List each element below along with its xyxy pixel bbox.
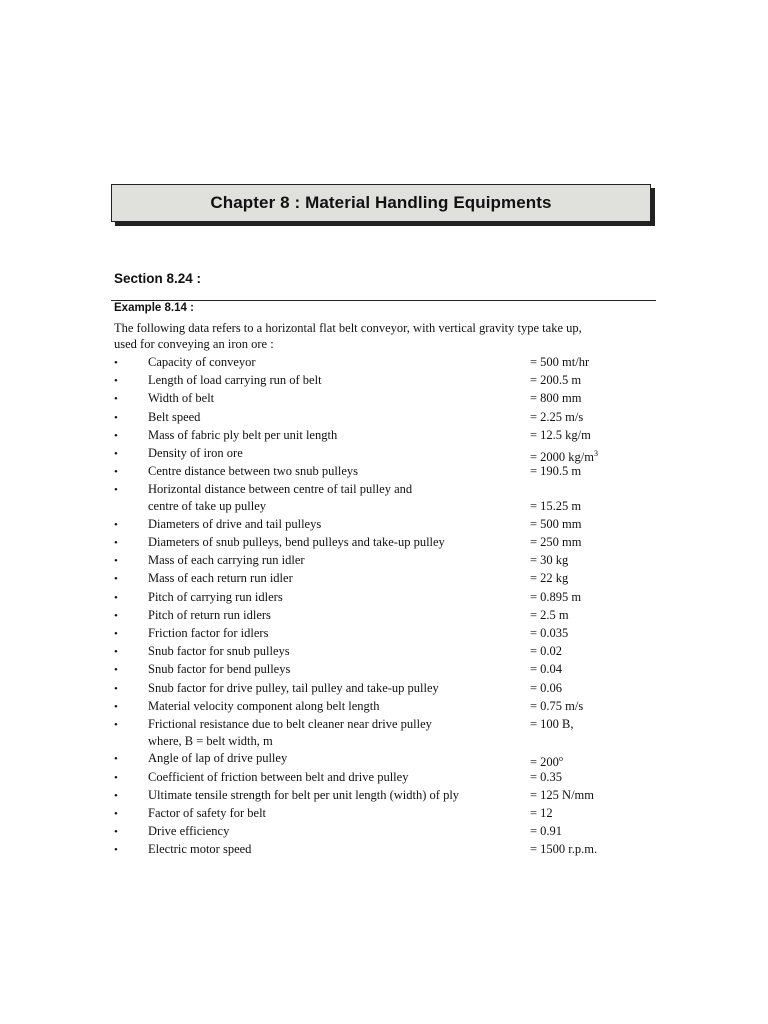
- bullet-icon: •: [114, 700, 118, 713]
- item-value: = 100 B,: [530, 716, 574, 731]
- list-item: [0, 680, 768, 698]
- intro-line-1: The following data refers to a horizontal flat belt conveyor, with vertical gravity type take up,: [114, 321, 582, 335]
- bullet-icon: •: [114, 375, 118, 388]
- item-label: Centre distance between two snub pulleys: [148, 464, 359, 479]
- bullet-icon: •: [114, 411, 118, 424]
- bullet-icon: •: [114, 826, 118, 839]
- list-item: [0, 534, 768, 552]
- bullet-icon: •: [114, 682, 118, 695]
- item-value: = 22 kg: [530, 571, 569, 586]
- item-label: Capacity of conveyor: [148, 355, 256, 369]
- item-label: Angle of lap of drive pulley: [148, 751, 288, 766]
- bullet-icon: •: [114, 573, 118, 586]
- section-divider: [111, 300, 656, 301]
- item-label: Horizontal distance between centre of tail pulley and centre of take up pulley: [148, 482, 413, 514]
- list-item: [0, 625, 768, 643]
- bullet-icon: •: [114, 393, 118, 406]
- bullet-icon: •: [114, 627, 118, 640]
- list-item: [0, 589, 768, 607]
- list-item: [0, 481, 768, 516]
- item-label: Density of iron ore: [148, 445, 243, 460]
- item-label: Snub factor for bend pulleys: [148, 662, 291, 677]
- item-value: = 200.5 m: [530, 373, 582, 388]
- list-item: [0, 409, 768, 427]
- list-item: [0, 354, 768, 372]
- intro-line-2: used for conveying an iron ore :: [114, 337, 274, 351]
- list-item: [0, 427, 768, 445]
- item-label: Snub factor for drive pulley, tail pulley and take-up pulley: [148, 680, 439, 695]
- item-label: Material velocity component along belt length: [148, 698, 380, 713]
- list-item: [0, 823, 768, 841]
- item-label: Mass of fabric ply belt per unit length: [148, 427, 338, 442]
- item-label: Pitch of return run idlers: [148, 607, 271, 622]
- item-value: = 2000 $kg/m^3$: [530, 448, 598, 465]
- bullet-icon: •: [114, 807, 118, 820]
- item-value: = 125 N/mm: [530, 787, 594, 802]
- item-value: = 0.35: [530, 769, 563, 784]
- item-label: Width of belt: [148, 391, 215, 406]
- item-label: Factor of safety for belt: [148, 805, 267, 820]
- item-value: = 500 mm: [530, 516, 582, 531]
- item-value: = 12: [530, 805, 553, 820]
- item-value: = 2.25 m/s: [530, 409, 584, 424]
- item-label: Pitch of carrying run idlers: [148, 589, 283, 604]
- item-value: = 30 kg: [530, 553, 569, 568]
- item-value: = 0.75 m/s: [530, 698, 584, 713]
- list-item: [0, 607, 768, 625]
- item-value: = 2.5 m: [530, 607, 569, 622]
- item-value: = 0.06: [530, 680, 563, 695]
- item-label: Ultimate tensile strength for belt per unit length (width) of ply: [148, 787, 460, 802]
- list-item: [0, 750, 768, 768]
- bullet-icon: •: [114, 664, 118, 677]
- item-value: = 15.25 m: [530, 499, 582, 514]
- list-item: [0, 643, 768, 661]
- item-label: Length of load carrying run of belt: [148, 373, 322, 388]
- bullet-icon: •: [114, 646, 118, 659]
- bullet-icon: •: [114, 844, 118, 857]
- list-item: [0, 787, 768, 805]
- list-item: [0, 552, 768, 570]
- item-value: = 500 mt/hr: [530, 355, 590, 369]
- item-value: = 0.035: [530, 625, 569, 640]
- chapter-header-box: [111, 184, 651, 222]
- bullet-icon: •: [114, 718, 118, 731]
- bullet-icon: •: [114, 466, 118, 479]
- bullet-icon: •: [114, 609, 118, 622]
- bullet-icon: •: [114, 771, 118, 784]
- item-value: = 250 mm: [530, 535, 582, 549]
- item-value: = 0.895 m: [530, 589, 582, 604]
- item-label: Drive efficiency: [148, 824, 230, 839]
- item-label: Diameters of snub pulleys, bend pulleys and take-up pulley: [148, 535, 445, 549]
- list-item: [0, 841, 768, 859]
- list-item: [0, 390, 768, 408]
- bullet-icon: •: [114, 789, 118, 802]
- item-value: = 1500 r.p.m.: [530, 842, 598, 857]
- item-value: = 800 mm: [530, 391, 582, 406]
- list-item: [0, 516, 768, 534]
- bullet-icon: •: [114, 753, 118, 766]
- bullet-icon: •: [114, 518, 118, 531]
- bullet-icon: •: [114, 357, 118, 369]
- chapter-title: Chapter 8 : Material Handling Equipments: [210, 193, 552, 212]
- example-intro: [114, 320, 659, 352]
- item-label: Diameters of drive and tail pulleys: [148, 516, 322, 531]
- item-label: Friction factor for idlers: [148, 625, 269, 640]
- list-item: [0, 463, 768, 481]
- list-item: [0, 372, 768, 390]
- item-label: Coefficient of friction between belt and drive pulley: [148, 769, 409, 784]
- item-value: = 12.5 kg/m: [530, 427, 591, 442]
- item-label: Belt speed: [148, 409, 201, 424]
- list-item: [0, 716, 768, 751]
- list-item: [0, 698, 768, 716]
- list-item: [0, 769, 768, 787]
- item-label: Mass of each carrying run idler: [148, 553, 305, 568]
- bullet-icon: •: [114, 484, 118, 497]
- item-value: = $200^o$: [530, 754, 563, 770]
- list-item: [0, 445, 768, 463]
- item-label: Electric motor speed: [148, 842, 252, 857]
- bullet-icon: •: [114, 447, 118, 460]
- section-title: Section 8.24 :: [114, 271, 202, 286]
- example-heading: Example 8.14 :: [114, 302, 194, 314]
- list-item: [0, 805, 768, 823]
- item-value: = 0.04: [530, 662, 563, 677]
- bullet-icon: •: [114, 537, 118, 549]
- list-item: [0, 661, 768, 679]
- item-value: = 0.91: [530, 824, 563, 839]
- item-label: Mass of each return run idler: [148, 571, 293, 586]
- bullet-icon: •: [114, 591, 118, 604]
- item-value: = 0.02: [530, 644, 563, 659]
- item-label: Frictional resistance due to belt cleaner near drive pulley where, B = belt width, m: [148, 716, 432, 748]
- list-item: [0, 570, 768, 588]
- item-label: Snub factor for snub pulleys: [148, 644, 290, 659]
- bullet-icon: •: [114, 429, 118, 442]
- bullet-icon: •: [114, 555, 118, 568]
- item-value: = 190.5 m: [530, 464, 582, 479]
- data-list: [0, 354, 768, 860]
